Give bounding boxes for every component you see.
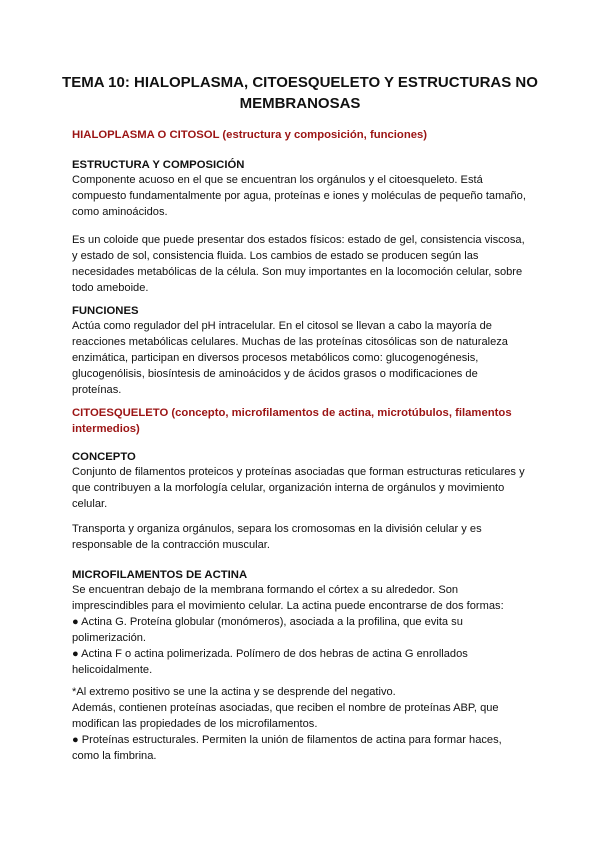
paragraph — [72, 232, 538, 296]
text-line: Es un coloide que puede presentar dos estados físicos: estado de gel, consistencia viscosa, — [72, 234, 525, 246]
text-line: que contribuyen a la morfología celular, organización interna de orgánulos y movimiento — [72, 482, 505, 494]
paragraph — [72, 318, 538, 398]
text-line: Se encuentran debajo de la membrana formando el córtex a su alrededor. Son — [72, 584, 459, 596]
text-line: proteínas. — [72, 384, 122, 396]
text-line: como la fimbrina. — [72, 750, 157, 762]
text-line: compuesto fundamentalmente por agua, proteínas e iones y moléculas de pequeño tamaño, — [72, 190, 526, 202]
text-line: *Al extremo positivo se une la actina y se desprende del negativo. — [72, 686, 396, 698]
paragraph — [72, 684, 538, 764]
paragraph — [72, 172, 538, 220]
text-line: Además, contienen proteínas asociadas, que reciben el nombre de proteínas ABP, que — [72, 702, 499, 714]
text-line: todo ameboide. — [72, 282, 149, 294]
text-line: helicoidalmente. — [72, 664, 153, 676]
subheading-concepto: CONCEPTO — [72, 451, 136, 463]
paragraph — [72, 521, 538, 553]
bullet-line: ● Proteínas estructurales. Permiten la unión de filamentos de actina para formar haces, — [72, 734, 502, 746]
title-line-2: MEMBRANOSAS — [239, 95, 361, 112]
section-heading-hialoplasma: HIALOPLASMA O CITOSOL (estructura y composición, funciones) — [72, 129, 428, 141]
text-line: reacciones metabólicas celulares. Muchas de las proteínas citosólicas son de naturaleza — [72, 336, 508, 348]
text-line: polimerización. — [72, 632, 146, 644]
text-line: Actúa como regulador del pH intracelular. En el citosol se llevan a cabo la mayoría de — [72, 320, 492, 332]
text-line: y estado de sol, consistencia fluida. Los cambios de estado se producen según las — [72, 250, 479, 262]
bullet-line: ● Actina F o actina polimerizada. Polímero de dos hebras de actina G enrollados — [72, 648, 468, 660]
bullet-line: ● Actina G. Proteína globular (monómeros), asociada a la profilina, que evita su — [72, 616, 463, 628]
heading-line: CITOESQUELETO (concepto, microfilamentos de actina, microtúbulos, filamentos — [72, 407, 512, 419]
paragraph — [72, 582, 538, 678]
text-line: enzimática, participan en diversos procesos metabólicos como: glucogenogénesis, — [72, 352, 479, 364]
heading-line: intermedios) — [72, 423, 140, 435]
text-line: glucogenólisis, biosíntesis de aminoácidos y de ácidos grasos o modificaciones de — [72, 368, 478, 380]
document-title — [40, 72, 560, 114]
text-line: Conjunto de filamentos proteicos y proteínas asociadas que forman estructuras reticulares y — [72, 466, 525, 478]
subheading-microfilamentos: MICROFILAMENTOS DE ACTINA — [72, 569, 248, 581]
text-line: Transporta y organiza orgánulos, separa los cromosomas en la división celular y es — [72, 523, 482, 535]
title-line-1: TEMA 10: HIALOPLASMA, CITOESQUELETO Y ESTRUCTURAS NO — [62, 74, 538, 91]
text-line: celular. — [72, 498, 108, 510]
text-line: como aminoácidos. — [72, 206, 168, 218]
subheading-funciones: FUNCIONES — [72, 305, 139, 317]
text-line: Componente acuoso en el que se encuentran los orgánulos y el citoesqueleto. Está — [72, 174, 483, 186]
section-heading-citoesqueleto — [72, 405, 542, 437]
text-line: modifican las propiedades de los microfilamentos. — [72, 718, 318, 730]
text-line: necesidades metabólicas de la célula. Son muy importantes en la locomoción celular, sobre — [72, 266, 523, 278]
text-line: responsable de la contracción muscular. — [72, 539, 270, 551]
text-line: imprescindibles para el movimiento celular. La actina puede encontrarse de dos formas: — [72, 600, 504, 612]
subheading-estructura: ESTRUCTURA Y COMPOSICIÓN — [72, 159, 245, 171]
paragraph — [72, 464, 538, 512]
